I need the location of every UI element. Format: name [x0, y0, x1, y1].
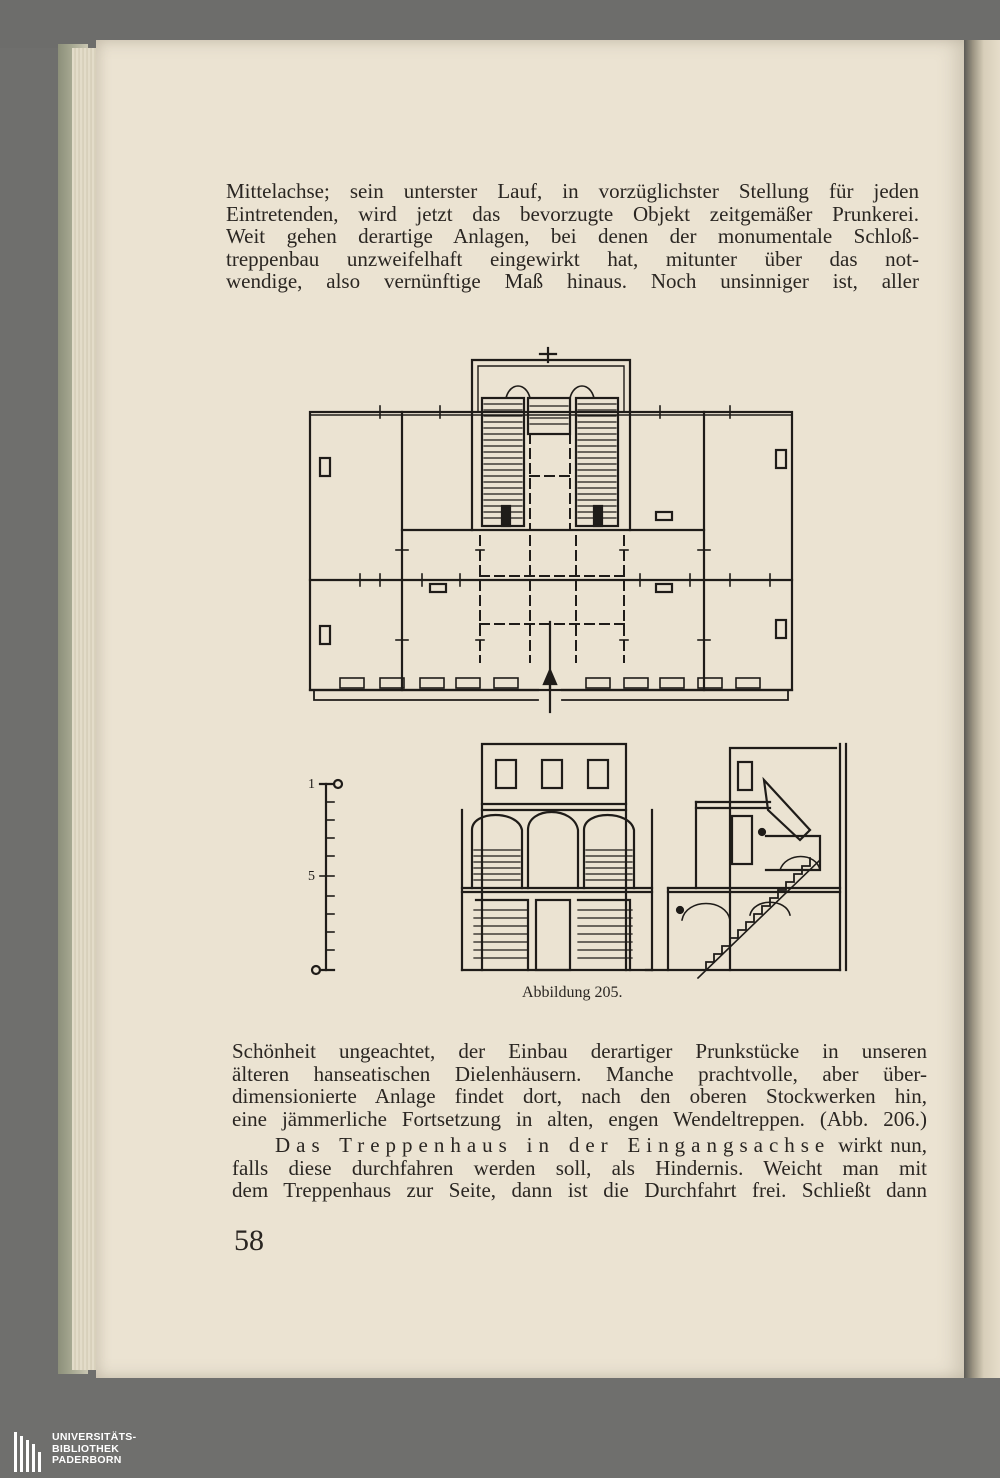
scale-bar	[312, 780, 342, 974]
top-paragraph	[226, 180, 919, 293]
text-fragment: wirkt nun,	[830, 1133, 928, 1157]
text-line: Eintretenden, wird jetzt das bevorzugte Objekt zeitgemäßer Prunkerei.	[226, 201, 919, 226]
bottom-paragraph	[232, 1040, 927, 1202]
floor-plan	[310, 348, 792, 712]
text-line: Schönheit ungeachtet, der Einbau derartiger Prunkstücke in unseren	[232, 1039, 927, 1063]
page-number: 58	[234, 1224, 264, 1257]
text-line: dimensionierte Anlage findet dort, nach den oberen Stockwerken hin,	[232, 1084, 927, 1108]
footer-bar	[0, 1426, 1000, 1478]
logo-line: PADERBORN	[52, 1454, 122, 1466]
section-side	[646, 744, 846, 978]
scale-label-mid: 5	[308, 869, 315, 884]
library-logo-icon	[12, 1430, 46, 1474]
logo-line: BIBLIOTHEK	[52, 1442, 120, 1455]
architectural-figure	[300, 340, 860, 990]
scale-label-top: 1	[308, 777, 315, 792]
text-line: treppenbau unzweifelhaft eingewirkt hat, mitunter über das not-	[226, 246, 919, 271]
text-line: Weit gehen derartige Anlagen, bei denen der monumentale Schloß-	[226, 224, 919, 248]
text-line	[232, 1134, 927, 1157]
text-line: falls diese durchfahren werden soll, als Hindernis. Weicht man mit	[232, 1155, 927, 1180]
text-line: älteren hanseatischen Dielenhäusern. Manche prachtvolle, aber über-	[232, 1061, 927, 1086]
text-line: Mittelachse; sein unterster Lauf, in vorzüglichster Stellung für jeden	[226, 179, 919, 203]
text-line: dem Treppenhaus zur Seite, dann ist die Durchfahrt frei. Schließt dann	[232, 1178, 927, 1202]
right-page-edge	[964, 40, 1000, 1378]
library-logo-text	[52, 1432, 136, 1467]
section-front	[462, 744, 652, 970]
text-line: eine jämmerliche Fortsetzung in alten, engen Wendeltreppen. (Abb. 206.)	[232, 1106, 927, 1131]
spaced-lead-text: Das Treppenhaus in der Eingangsachse	[275, 1133, 831, 1157]
logo-line: UNIVERSITÄTS-	[52, 1431, 137, 1443]
text-line: wendige, also vernünftige Maß hinaus. Noch unsinniger ist, aller	[226, 269, 919, 293]
figure-caption: Abbildung 205.	[522, 984, 623, 1001]
